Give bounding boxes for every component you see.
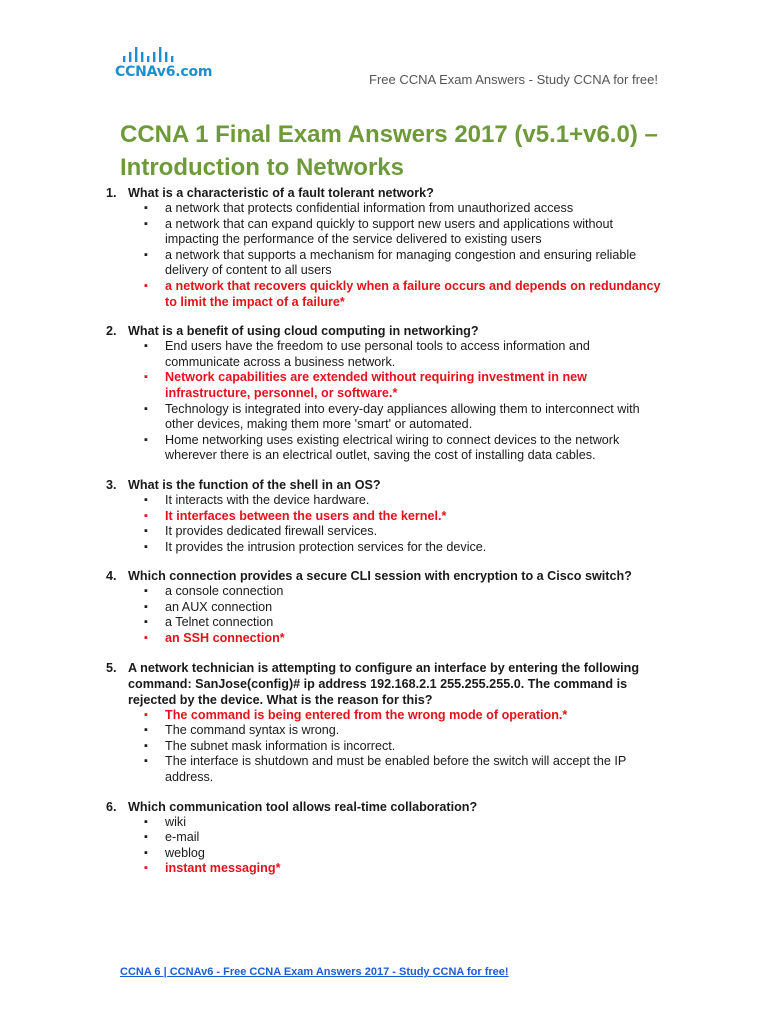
- page-header: [0, 0, 768, 100]
- footer-link[interactable]: CCNA 6 | CCNAv6 - Free CCNA Exam Answers 2017 - Study CCNA for free!: [120, 966, 509, 978]
- site-tagline: Free CCNA Exam Answers - Study CCNA for free!: [369, 72, 658, 87]
- question-line: [106, 477, 666, 493]
- answer-option: ▪ a network that supports a mechanism for managing congestion and ensuring reliable delivery of content to all users: [144, 248, 666, 279]
- answer-option: ▪ Technology is integrated into every-day appliances allowing them to interconnect with other devices, making them more 'smart' or automated.: [144, 402, 666, 433]
- answer-list: [106, 201, 666, 310]
- answer-option: ▪ a Telnet connection: [144, 615, 666, 631]
- answer-option: ▪ Home networking uses existing electrical wiring to connect devices to the network wherever there is an electrical outlet, saving the cost of installing data cables.: [144, 433, 666, 464]
- question-item: [106, 185, 666, 310]
- question-item: [106, 323, 666, 464]
- question-text: What is a characteristic of a fault tolerant network?: [128, 186, 434, 200]
- answer-option: ▪ End users have the freedom to use personal tools to access information and communicate across a business network.: [144, 339, 666, 370]
- question-number: 1.: [106, 186, 117, 200]
- correct-answer: ▪ Network capabilities are extended without requiring investment in new infrastructure, personnel, or software.*: [144, 370, 666, 401]
- answer-option: ▪ The command syntax is wrong.: [144, 723, 666, 739]
- question-item: [106, 660, 666, 786]
- answer-list: [106, 493, 666, 555]
- correct-answer: ▪ It interfaces between the users and the kernel.*: [144, 509, 666, 525]
- answer-option: ▪ an AUX connection: [144, 600, 666, 616]
- correct-answer: ▪ a network that recovers quickly when a failure occurs and depends on redundancy to limit the impact of a failure*: [144, 279, 666, 310]
- question-item: [106, 799, 666, 877]
- cisco-bars-icon: [123, 44, 183, 64]
- answer-option: ▪ a network that protects confidential information from unauthorized access: [144, 201, 666, 217]
- answer-list: [106, 339, 666, 464]
- question-list: [106, 185, 666, 890]
- correct-answer: ▪ The command is being entered from the wrong mode of operation.*: [144, 708, 666, 724]
- answer-option: ▪ The subnet mask information is incorrect.: [144, 739, 666, 755]
- answer-option: ▪ e-mail: [144, 830, 666, 846]
- answer-option: ▪ It provides dedicated firewall services.: [144, 524, 666, 540]
- question-text: Which communication tool allows real-time collaboration?: [128, 799, 478, 814]
- question-line: [106, 568, 666, 584]
- answer-option: ▪ It interacts with the device hardware.: [144, 493, 666, 509]
- logo-text: CCNAv6.com: [115, 64, 213, 80]
- question-item: [106, 477, 666, 555]
- question-item: [106, 568, 666, 646]
- page-title: CCNA 1 Final Exam Answers 2017 (v5.1+v6.0) – Introduction to Networks: [120, 121, 658, 181]
- answer-option: ▪ It provides the intrusion protection services for the device.: [144, 540, 666, 556]
- question-number: 4.: [106, 569, 117, 584]
- question-line: [106, 323, 666, 339]
- answer-option: ▪ The interface is shutdown and must be enabled before the switch will accept the IP address.: [144, 754, 666, 785]
- question-line: [106, 185, 666, 201]
- answer-option: ▪ a network that can expand quickly to support new users and applications without impacting the performance of the service delivered to existing users: [144, 217, 666, 248]
- answer-option: ▪ a console connection: [144, 584, 666, 600]
- correct-answer: ▪ instant messaging*: [144, 861, 666, 877]
- answer-option: ▪ weblog: [144, 846, 666, 862]
- question-line: [106, 660, 666, 708]
- question-line: [106, 799, 666, 815]
- question-number: 3.: [106, 477, 117, 492]
- question-text: What is the function of the shell in an OS?: [128, 477, 381, 492]
- question-text: A network technician is attempting to configure an interface by entering the following command: SanJose(config)# ip address 192.168.2.1 255.255.255.0. The command is rejected by the device. What is the reason for this?: [128, 660, 640, 707]
- question-text: Which connection provides a secure CLI session with encryption to a Cisco switch?: [128, 569, 632, 584]
- answer-list: [106, 708, 666, 786]
- question-number: 2.: [106, 324, 117, 339]
- correct-answer: ▪ an SSH connection*: [144, 631, 666, 647]
- question-text: What is a benefit of using cloud computing in networking?: [128, 324, 479, 339]
- answer-option: ▪ wiki: [144, 815, 666, 831]
- answer-list: [106, 815, 666, 877]
- question-number: 6.: [106, 799, 117, 814]
- answer-list: [106, 584, 666, 646]
- question-number: 5.: [106, 660, 117, 675]
